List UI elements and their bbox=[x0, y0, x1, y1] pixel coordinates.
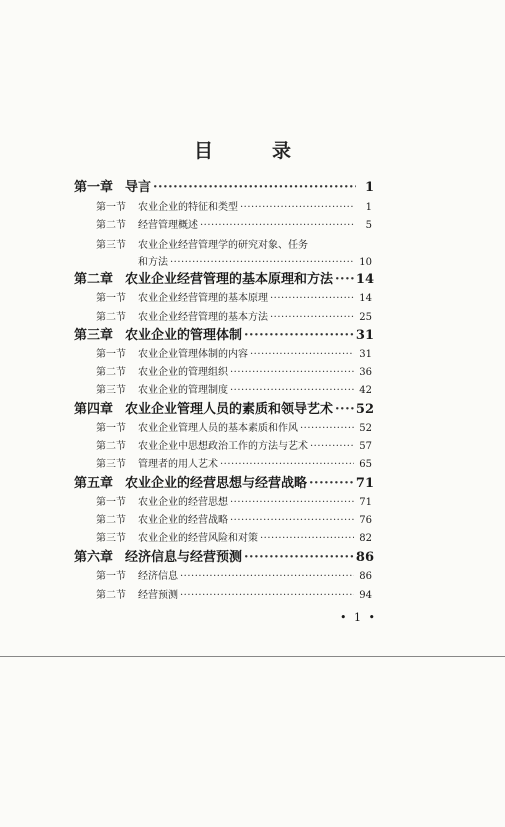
leader-dots bbox=[230, 385, 354, 396]
leader-dots bbox=[230, 515, 354, 526]
toc-section[interactable] bbox=[96, 586, 372, 601]
toc-label: 第三章 bbox=[74, 328, 114, 343]
toc-text: 农业企业经营管理的基本原理 bbox=[138, 293, 268, 304]
toc-label: 第五章 bbox=[74, 476, 114, 491]
toc-section[interactable] bbox=[96, 198, 372, 213]
toc-section[interactable] bbox=[96, 455, 372, 470]
toc-text: 导言 bbox=[125, 180, 152, 195]
leader-dots bbox=[220, 459, 354, 470]
toc-page: 52 bbox=[355, 402, 374, 417]
toc-text: 农业企业的管理体制 bbox=[125, 328, 243, 343]
toc-section[interactable] bbox=[96, 216, 372, 231]
leader-dots bbox=[335, 272, 354, 287]
toc-text: 农业企业中思想政治工作的方法与艺术 bbox=[138, 441, 308, 452]
toc-page: 1 bbox=[365, 202, 372, 213]
toc-chapter[interactable] bbox=[74, 398, 374, 417]
toc-page: 31 bbox=[355, 328, 374, 343]
leader-dots bbox=[309, 476, 354, 491]
leader-dots bbox=[335, 402, 354, 417]
toc-page: 25 bbox=[359, 312, 372, 323]
toc-label: 第一节 bbox=[96, 349, 126, 360]
leader-dots bbox=[270, 293, 354, 304]
toc-page: 76 bbox=[359, 515, 372, 526]
leader-dots bbox=[244, 328, 354, 343]
page-number-footer: • 1 • bbox=[340, 611, 377, 624]
scan-edge-line bbox=[0, 656, 505, 657]
toc-text: 经营管理概述 bbox=[138, 220, 198, 231]
toc-label: 第二章 bbox=[74, 272, 114, 287]
toc-label: 第三节 bbox=[96, 459, 126, 470]
leader-dots bbox=[153, 180, 356, 195]
leader-dots bbox=[310, 441, 354, 452]
leader-dots bbox=[300, 423, 354, 434]
toc-section[interactable] bbox=[96, 381, 372, 396]
toc-text: 农业企业经营管理的基本原理和方法 bbox=[125, 272, 334, 287]
toc-label: 第二节 bbox=[96, 220, 126, 231]
toc-text: 农业企业的经营思想与经营战略 bbox=[125, 476, 308, 491]
leader-dots bbox=[230, 497, 354, 508]
toc-section[interactable] bbox=[96, 437, 372, 452]
toc-page: 36 bbox=[359, 367, 372, 378]
toc-text: 农业企业的管理制度 bbox=[138, 385, 228, 396]
toc-text: 农业企业经营管理的基本方法 bbox=[138, 312, 268, 323]
toc-label: 第一节 bbox=[96, 497, 126, 508]
toc-page: 14 bbox=[355, 272, 374, 287]
toc-section[interactable] bbox=[96, 419, 372, 434]
toc-text: 农业企业的经营风险和对策 bbox=[138, 533, 258, 544]
toc-section[interactable] bbox=[96, 308, 372, 323]
toc-section[interactable] bbox=[96, 289, 372, 304]
toc-text: 经营预测 bbox=[138, 590, 178, 601]
toc-text: 经济信息 bbox=[138, 571, 178, 582]
toc-text: 农业企业管理人员的基本素质和作风 bbox=[138, 423, 298, 434]
toc-title: 目 录 bbox=[193, 140, 311, 162]
toc-text: 农业企业的经营战略 bbox=[138, 515, 228, 526]
toc-section[interactable] bbox=[96, 529, 372, 544]
leader-dots bbox=[240, 202, 354, 213]
toc-section[interactable] bbox=[96, 345, 372, 360]
toc-section[interactable] bbox=[96, 511, 372, 526]
toc-chapter[interactable] bbox=[74, 176, 374, 195]
toc-label: 第二节 bbox=[96, 367, 126, 378]
toc-text: 农业企业经营管理学的研究对象、任务 bbox=[138, 240, 308, 251]
leader-dots bbox=[180, 590, 354, 601]
toc-label: 第三节 bbox=[96, 533, 126, 544]
leader-dots bbox=[170, 257, 354, 268]
toc-chapter[interactable] bbox=[74, 324, 374, 343]
toc-section[interactable] bbox=[96, 236, 372, 251]
toc-page: 31 bbox=[359, 349, 372, 360]
toc-label: 第二节 bbox=[96, 515, 126, 526]
toc-label: 第六章 bbox=[74, 550, 114, 565]
toc-label: 第二节 bbox=[96, 590, 126, 601]
toc-page: 86 bbox=[359, 571, 372, 582]
toc-page: 42 bbox=[359, 385, 372, 396]
toc-label: 第四章 bbox=[74, 402, 114, 417]
toc-page: 5 bbox=[365, 220, 372, 231]
leader-dots bbox=[260, 533, 354, 544]
toc-text: 农业企业的经营思想 bbox=[138, 497, 228, 508]
toc-page: 82 bbox=[359, 533, 372, 544]
toc-label: 第二节 bbox=[96, 312, 126, 323]
leader-dots bbox=[250, 349, 354, 360]
toc-label: 第三节 bbox=[96, 385, 126, 396]
leader-dots bbox=[270, 312, 354, 323]
toc-chapter[interactable] bbox=[74, 546, 374, 565]
toc-chapter[interactable] bbox=[74, 268, 374, 287]
toc-label: 第一节 bbox=[96, 202, 126, 213]
toc-section[interactable] bbox=[96, 567, 372, 582]
toc-text: 农业企业的特征和类型 bbox=[138, 202, 238, 213]
leader-dots bbox=[244, 550, 354, 565]
toc-page: 1 bbox=[364, 180, 374, 195]
toc-section[interactable] bbox=[96, 493, 372, 508]
toc-page: 10 bbox=[359, 257, 372, 268]
toc-section-continued[interactable] bbox=[138, 253, 372, 268]
toc-label: 第三节 bbox=[96, 240, 126, 251]
toc-label: 第一节 bbox=[96, 571, 126, 582]
toc-page: 71 bbox=[355, 476, 374, 491]
toc-label: 第一节 bbox=[96, 293, 126, 304]
toc-page: 65 bbox=[359, 459, 372, 470]
toc-text: 管理者的用人艺术 bbox=[138, 459, 218, 470]
toc-label: 第一节 bbox=[96, 423, 126, 434]
toc-page: 52 bbox=[359, 423, 372, 434]
toc-text: 经济信息与经营预测 bbox=[125, 550, 243, 565]
toc-section[interactable] bbox=[96, 363, 372, 378]
leader-dots bbox=[200, 220, 354, 231]
toc-text: 农业企业管理人员的素质和领导艺术 bbox=[125, 402, 334, 417]
toc-text: 农业企业的管理组织 bbox=[138, 367, 228, 378]
toc-label: 第二节 bbox=[96, 441, 126, 452]
toc-text: 和方法 bbox=[138, 257, 168, 268]
leader-dots bbox=[230, 367, 354, 378]
toc-text: 农业企业管理体制的内容 bbox=[138, 349, 248, 360]
toc-label: 第一章 bbox=[74, 180, 114, 195]
toc-chapter[interactable] bbox=[74, 472, 374, 491]
toc-page: 94 bbox=[359, 590, 372, 601]
toc-page: 14 bbox=[359, 293, 372, 304]
toc-page: 71 bbox=[359, 497, 372, 508]
leader-dots bbox=[180, 571, 354, 582]
toc-page: 86 bbox=[355, 550, 374, 565]
toc-page: 57 bbox=[359, 441, 372, 452]
